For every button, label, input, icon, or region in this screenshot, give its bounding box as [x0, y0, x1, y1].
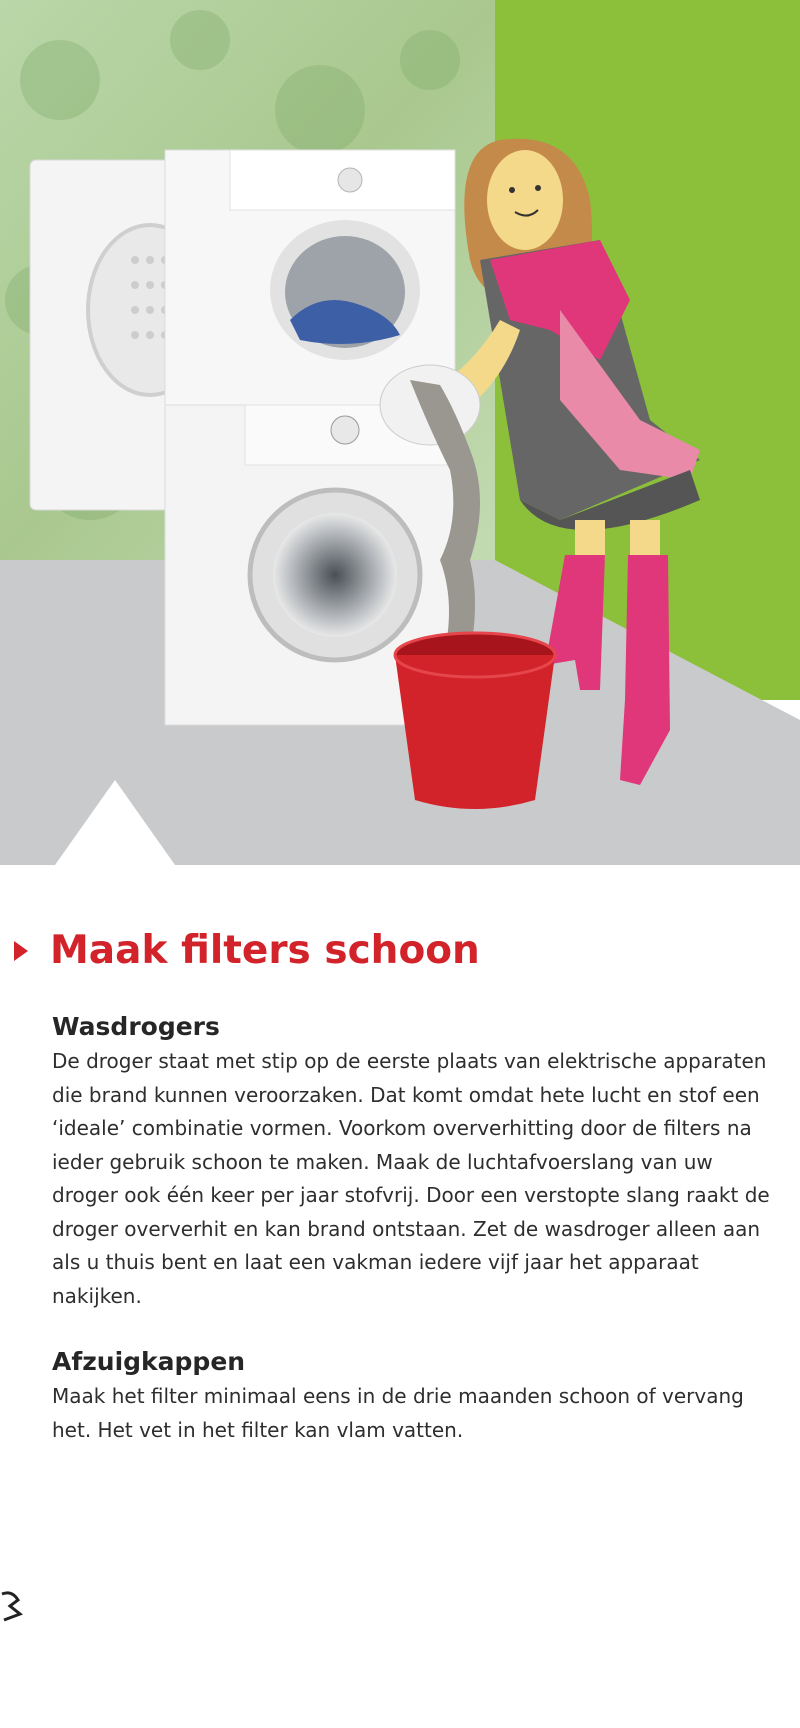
- triangle-bullet-icon: [14, 941, 28, 961]
- page-edge-mark: [0, 1586, 30, 1626]
- section-wasdrogers: [52, 1012, 772, 1313]
- section-title: Wasdrogers: [52, 1012, 220, 1041]
- page-title: Maak filters schoon: [50, 928, 480, 973]
- section-heading: [14, 928, 480, 973]
- section-afzuigkappen: [52, 1347, 772, 1447]
- section-body: Maak het filter minimaal eens in de drie maanden schoon of vervang het. Het vet in het filter kan vlam vatten.: [52, 1384, 744, 1442]
- section-body: De droger staat met stip op de eerste plaats van elektrische apparaten die brand kunnen veroorzaken. Dat komt omdat hete lucht en stof een ‘ideale’ combinatie vormen. Voorkom oververhitting door de filters na ieder gebruik schoon te maken. Maak de luchtafvoerslang van uw droger ook één keer per jaar stofvrij. Door een verstopte slang raakt de droger oververhit en kan brand ontstaan. Zet de wasdroger alleen aan als u thuis bent en laat een vakman iedere vijf jaar het apparaat nakijken.: [52, 1049, 770, 1308]
- section-title: Afzuigkappen: [52, 1347, 246, 1376]
